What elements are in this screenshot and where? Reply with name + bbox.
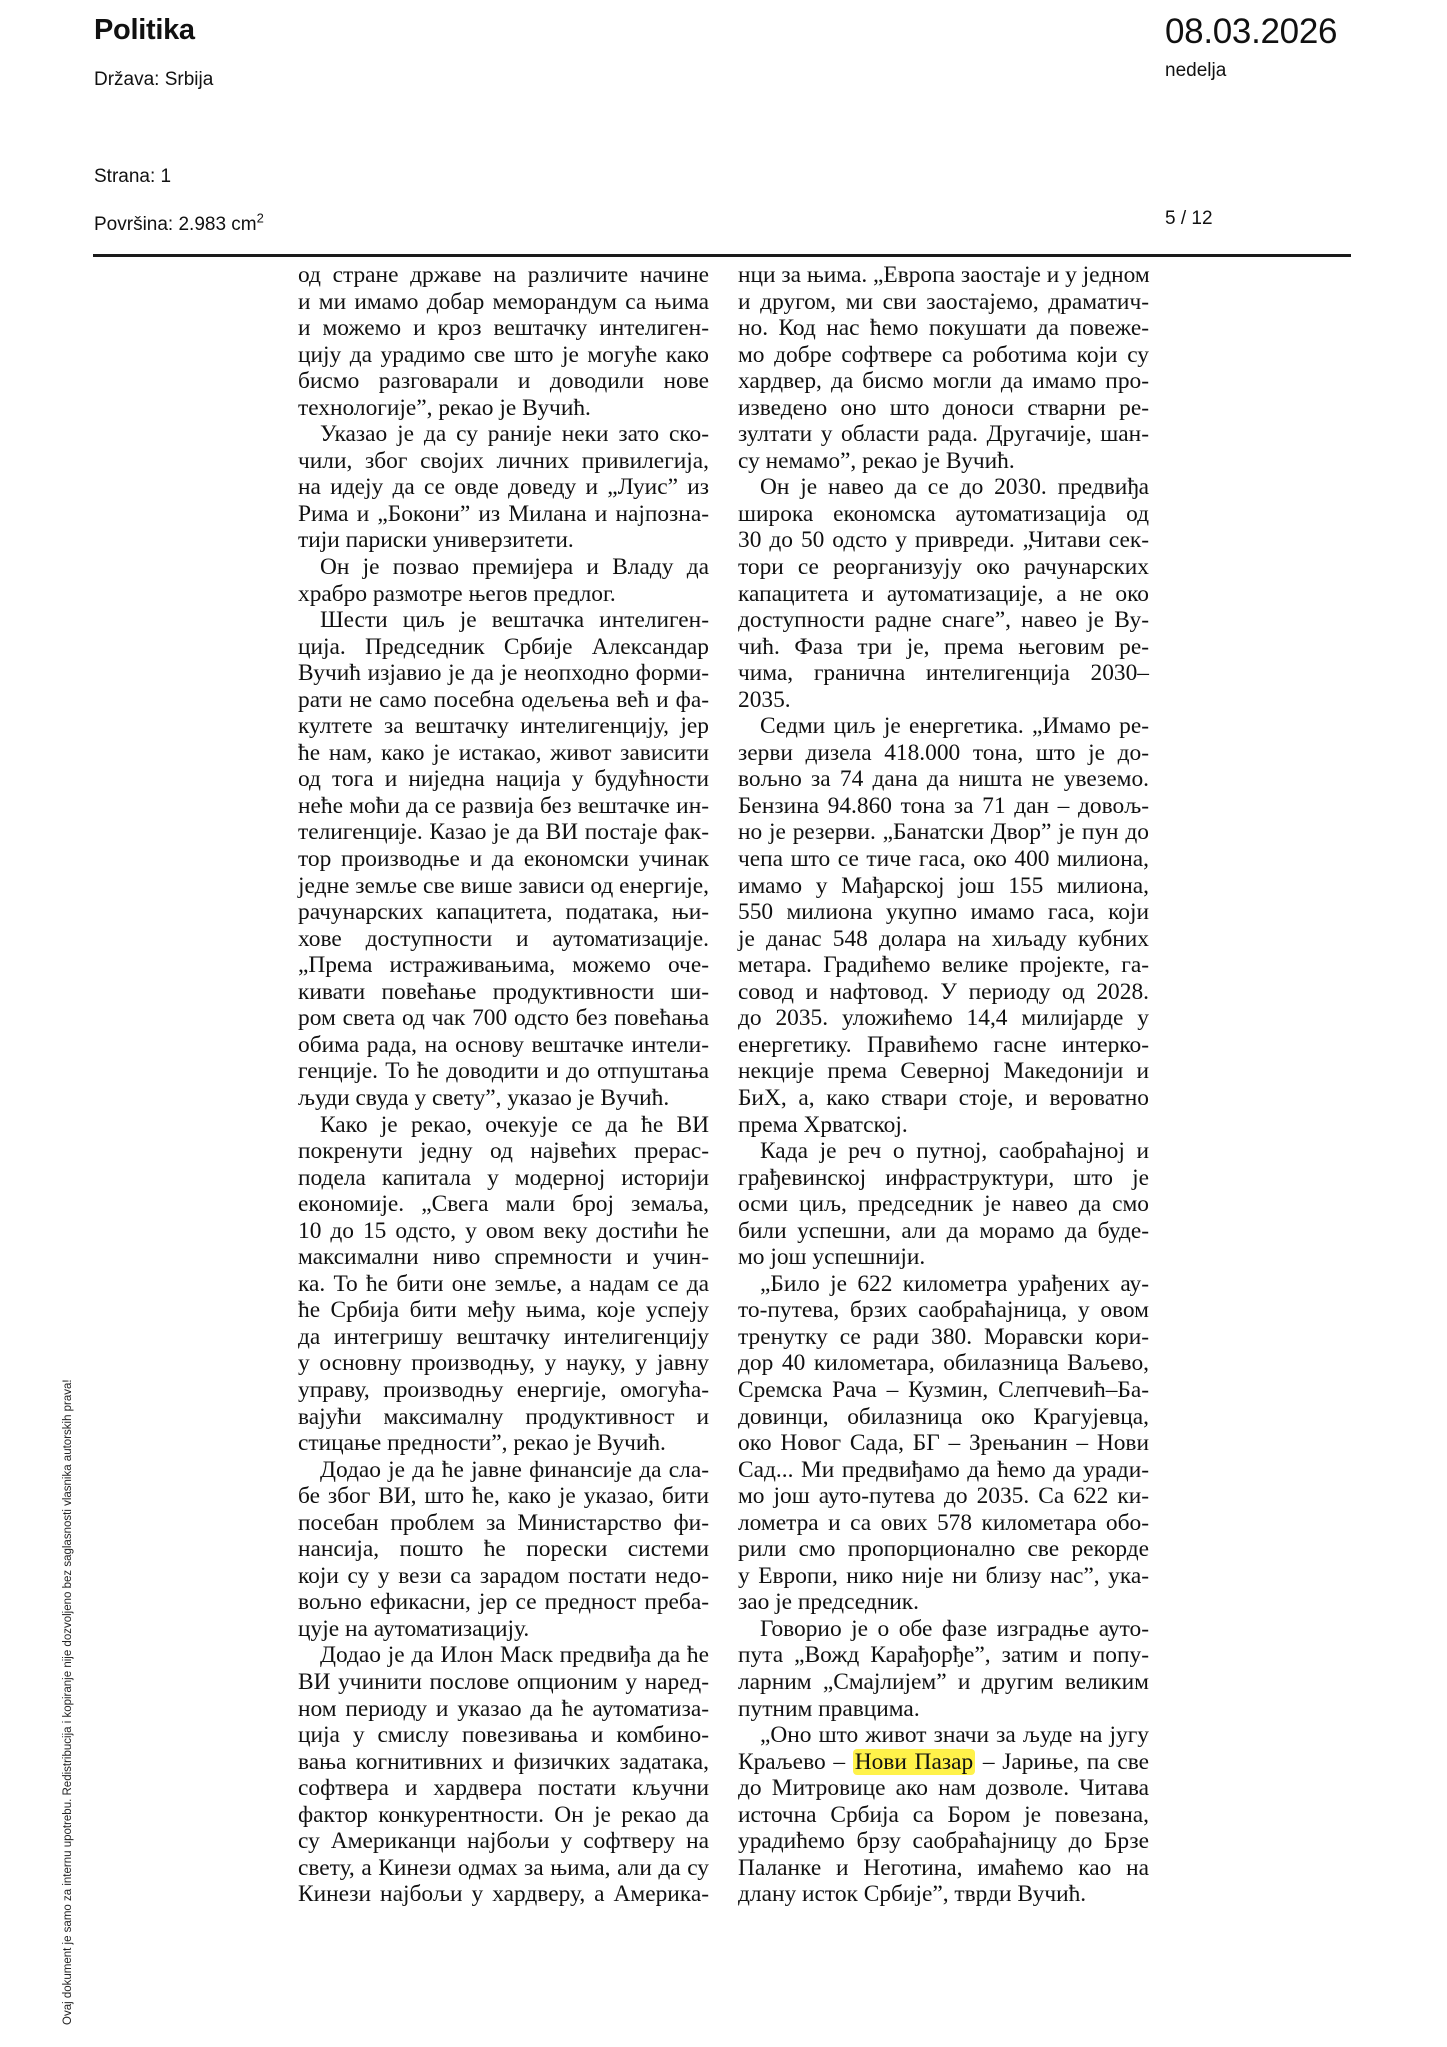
article-line: око Новог Сада, БГ – Зрењанин – Нови — [738, 1430, 1149, 1457]
article-line: је данас 548 долара на хиљаду кубних — [738, 925, 1149, 952]
article-line: мо још ауто-путева до 2035. Са 622 ки- — [738, 1483, 1149, 1510]
article-line: хове доступности и аутоматизације. — [298, 925, 709, 952]
article-line: „Према истраживањима, можемо оче- — [298, 952, 709, 979]
article-line: су немамо”, рекао је Вучић. — [738, 447, 1015, 474]
article-line: генције. То ће доводити и до отпуштања — [298, 1058, 709, 1085]
article-line: који су у вези са зарадом постати недо- — [298, 1562, 709, 1589]
article-line: према Хрватској. — [738, 1111, 908, 1138]
article-line: но. Код нас ћемо покушати да повеже- — [738, 315, 1149, 342]
article-line: путним правцима. — [738, 1695, 920, 1722]
article-line: били успешни, али да морамо да буде- — [738, 1217, 1149, 1244]
article-line: тор производње и да економски учинак — [298, 846, 709, 873]
article-line: управу, производњу енергије, омогућа- — [298, 1376, 709, 1403]
article-line: Додао је да Илон Маск предвиђа да ће — [320, 1642, 709, 1669]
publication-date: 08.03.2026 — [1165, 12, 1338, 51]
article-line: „Било је 622 километра урађених ау- — [760, 1270, 1149, 1297]
article-line: култете за вештачку интелигенцију, јер — [298, 713, 709, 740]
article-line: Он је позвао премијера и Владу да — [320, 554, 709, 581]
article-line: некције према Северној Македонији и — [738, 1058, 1149, 1085]
article-line: телигенције. Казао је да ВИ постаје фак- — [298, 819, 709, 846]
article-line: нансија, пошто ће порески системи — [298, 1536, 709, 1563]
article-line: Вучић изјавио је да је неопходно форми- — [298, 660, 709, 687]
page-number-label: Strana: 1 — [94, 166, 172, 187]
page-counter: 5 / 12 — [1165, 208, 1213, 229]
article-line: ном периоду и указао да ће аутоматиза- — [298, 1695, 709, 1722]
article-line: длану исток Србије”, тврди Вучић. — [738, 1881, 1087, 1908]
article-line: лометра и са ових 578 километара обо- — [738, 1509, 1149, 1536]
article-line: рили смо пропорционално све рекорде — [738, 1536, 1149, 1563]
text-fragment: Краљево – — [738, 1748, 853, 1775]
article-line: Паланке и Неготина, имаћемо као на — [738, 1854, 1149, 1881]
article-line: пута „Вожд Карађорђе”, затим и попу- — [738, 1642, 1149, 1669]
article-line: 10 до 15 одсто, у овом веку достићи ће — [298, 1217, 709, 1244]
article-line: ВИ учинити послове опционим у наред- — [298, 1668, 709, 1695]
publication-name: Politika — [94, 14, 195, 46]
article-line: осми циљ, председник је навео да смо — [738, 1191, 1149, 1218]
article-line: цује на аутоматизацију. — [298, 1615, 530, 1642]
article-line: зао је председник. — [738, 1589, 919, 1616]
article-line: од тога и ниједна нација у будућности — [298, 766, 709, 793]
copyright-notice: Ovaj dokument je samo za internu upotrebu. Redistribucija i kopiranje nije dozvoljeno bez saglasnosti vlasnika autorskih prava! — [62, 1379, 74, 2025]
article-line: совод и нафтовод. У периоду од 2028. — [738, 978, 1149, 1005]
article-line: чима, гранична интелигенција 2030– — [738, 660, 1149, 687]
article-line: у Европи, нико није ни близу нас”, ука- — [738, 1562, 1149, 1589]
article-line: чили, због својих личних привилегија, — [298, 447, 709, 474]
article-line: покренути једну од највећих прерас- — [298, 1138, 709, 1165]
article-line: источна Србија са Бором је повезана, — [738, 1801, 1149, 1828]
article-line: Сад... Ми предвиђамо да ћемо да уради- — [738, 1456, 1149, 1483]
country-label: Država: Srbija — [94, 69, 214, 90]
article-line: неће моћи да се развија без вештачке ин- — [298, 792, 709, 819]
article-line: 2035. — [738, 686, 791, 713]
article-line: једне земље све више зависи од енергије, — [298, 872, 709, 899]
article-line: Кинези најбољи у хардверу, а Америка- — [298, 1881, 709, 1908]
article-column-right — [738, 262, 1149, 1908]
article-line: тренутку се ради 380. Моравски кори- — [738, 1323, 1149, 1350]
article-line: људи свуда у свету”, указао је Вучић. — [298, 1084, 670, 1111]
article-line: економије. „Свега мали број земаља, — [298, 1191, 709, 1218]
article-line: вања когнитивних и физичких задатака, — [298, 1748, 709, 1775]
article-line: нци за њима. „Европа заостаје и у једном — [738, 262, 1150, 288]
article-line: мо још успешнији. — [738, 1244, 926, 1271]
article-line: обима рада, на основу вештачке интели- — [298, 1031, 709, 1058]
article-line: бе због ВИ, што ће, како је указао, бити — [298, 1483, 709, 1510]
article-line: зерви дизела 418.000 тона, што је до- — [738, 739, 1149, 766]
article-line: чепа што се тиче гаса, око 400 милиона, — [738, 846, 1149, 873]
article-line: Говорио је о обе фазе изградње ауто- — [760, 1615, 1149, 1642]
article-line: да интегришу вештачку интелигенцију — [298, 1323, 709, 1350]
article-line: широка економска аутоматизација од — [738, 500, 1149, 527]
article-line: и можемо и кроз вештачку интелиген- — [298, 315, 709, 342]
article-line: ће Србија бити међу њима, које успеју — [298, 1297, 709, 1324]
article-line: вајући максималну продуктивност и — [298, 1403, 709, 1430]
article-column-left — [298, 262, 709, 1908]
article-line: Седми циљ је енергетика. „Имамо ре- — [760, 713, 1149, 740]
article-line: ција. Председник Србије Александар — [298, 633, 709, 660]
highlighted-term: Нови Пазар — [854, 1748, 974, 1775]
article-line: свету, а Кинези одмах за њима, али да су — [298, 1854, 709, 1881]
article-line: стицање предности”, рекао је Вучић. — [298, 1430, 666, 1457]
article-line: Бензина 94.860 тона за 71 дан – довољ- — [738, 792, 1149, 819]
article-line: у основну производњу, у науку, у јавну — [298, 1350, 709, 1377]
article-line: вољно ефикасни, јер се предност преба- — [298, 1589, 709, 1616]
article-line: Шести циљ је вештачка интелиген- — [320, 607, 709, 634]
article-line: тори се реорганизују око рачунарских — [738, 554, 1149, 581]
article-line: изведено оно што доноси стварни ре- — [738, 394, 1149, 421]
article-line: вољно за 74 дана да ништа не увеземо. — [738, 766, 1149, 793]
article-line: чић. Фаза три је, према његовим ре- — [738, 633, 1149, 660]
weekday-label: nedelja — [1165, 60, 1227, 81]
article-line: подела капитала у модерној историји — [298, 1164, 709, 1191]
article-line: Сремска Рача – Кузмин, Слепчевић–Ба- — [738, 1376, 1149, 1403]
article-line: ром света од чак 700 одсто без повећања — [298, 1005, 709, 1032]
article-line: метара. Градићемо велике пројекте, га- — [738, 952, 1149, 979]
article-line: рати не само посебна одељења већ и фа- — [298, 686, 709, 713]
article-line — [738, 1749, 1149, 1776]
article-line: то-путева, брзих саобраћајница, у овом — [738, 1297, 1149, 1324]
article-line: урадићемо брзу саобраћајницу до Брзе — [738, 1828, 1149, 1855]
article-line: цију да урадимо све што је могуће како — [298, 341, 709, 368]
article-line: зултати у области рада. Другачије, шан- — [738, 421, 1149, 448]
article-line: „Оно што живот значи за људе на југу — [760, 1722, 1149, 1749]
article-line: до Митровице ако нам дозволе. Читава — [738, 1775, 1149, 1802]
article-line: бисмо разговарали и доводили нове — [298, 368, 709, 395]
article-line: кивати повећање продуктивности ши- — [298, 978, 709, 1005]
article-line: посебан проблем за Министарство фи- — [298, 1509, 709, 1536]
article-line: мо добре софтвере са роботима који су — [738, 341, 1149, 368]
article-line: технологије”, рекао је Вучић. — [298, 394, 591, 421]
article-line: на идеју да се овде доведу и „Луис” из — [298, 474, 709, 501]
article-line: ција у смислу повезивања и комбино- — [298, 1722, 709, 1749]
article-line: Он је навео да се до 2030. предвиђа — [760, 474, 1149, 501]
article-line: ће нам, како је истакао, живот зависити — [298, 739, 709, 766]
article-line: хардвер, да бисмо могли да имамо про- — [738, 368, 1149, 395]
article-line: БиХ, а, како ствари стоје, и вероватно — [738, 1084, 1149, 1111]
area-label — [94, 210, 264, 236]
area-value: Površina: 2.983 cm — [94, 214, 257, 235]
article-line: 550 милиона укупно имамо гаса, који — [738, 899, 1149, 926]
article-line: максимални ниво спремности и учин- — [298, 1244, 709, 1271]
article-line: Како је рекао, очекује се да ће ВИ — [320, 1111, 709, 1138]
header-divider — [93, 254, 1351, 257]
article-line: Рима и „Бокони” из Милана и најпозна- — [298, 500, 709, 527]
article-line: Додао је да ће јавне финансије да сла- — [320, 1456, 709, 1483]
article-line: доступности радне снаге”, навео је Ву- — [738, 607, 1149, 634]
article-line: и ми имамо добар меморандум са њима — [298, 288, 709, 315]
article-line: до 2035. уложићемо 14,4 милијарде у — [738, 1005, 1149, 1032]
area-superscript: 2 — [256, 210, 264, 226]
article-line: довинци, обилазница око Крагујевца, — [738, 1403, 1149, 1430]
article-line: фактор конкурентности. Он је рекао да — [298, 1801, 709, 1828]
article-line: ка. То ће бити оне земље, а надам се да — [298, 1270, 709, 1297]
article-line: су Американци најбољи у софтверу на — [298, 1828, 709, 1855]
article-line: софтвера и хардвера постати кључни — [298, 1775, 709, 1802]
article-line: Указао је да су раније неки зато ско- — [320, 421, 709, 448]
article-line: 30 до 50 одсто у привреди. „Читави сек- — [738, 527, 1149, 554]
article-line: дор 40 километара, обилазница Ваљево, — [738, 1350, 1149, 1377]
article-line: имамо у Мађарској још 155 милиона, — [738, 872, 1149, 899]
article-line: ларним „Смајлијем” и другим великим — [738, 1668, 1149, 1695]
article-line: енергетику. Правићемо гасне интерко- — [738, 1031, 1149, 1058]
article-line: рачунарских капацитета, података, њи- — [298, 899, 709, 926]
article-line: Када је реч о путној, саобраћајној и — [760, 1138, 1149, 1165]
article-line: од стране државе на различите начине — [298, 262, 709, 288]
article-line: тији париски универзитети. — [298, 527, 574, 554]
article-line: но је резерви. „Банатски Двор” је пун до — [738, 819, 1149, 846]
text-fragment: – Јариње, па све — [975, 1748, 1150, 1775]
article-line: грађевинској инфраструктури, што је — [738, 1164, 1149, 1191]
article-line: храбро размотре његов предлог. — [298, 580, 616, 607]
article-line: и другом, ми сви заостајемо, драматич- — [738, 288, 1149, 315]
article-line: капацитета и аутоматизације, а не око — [738, 580, 1149, 607]
